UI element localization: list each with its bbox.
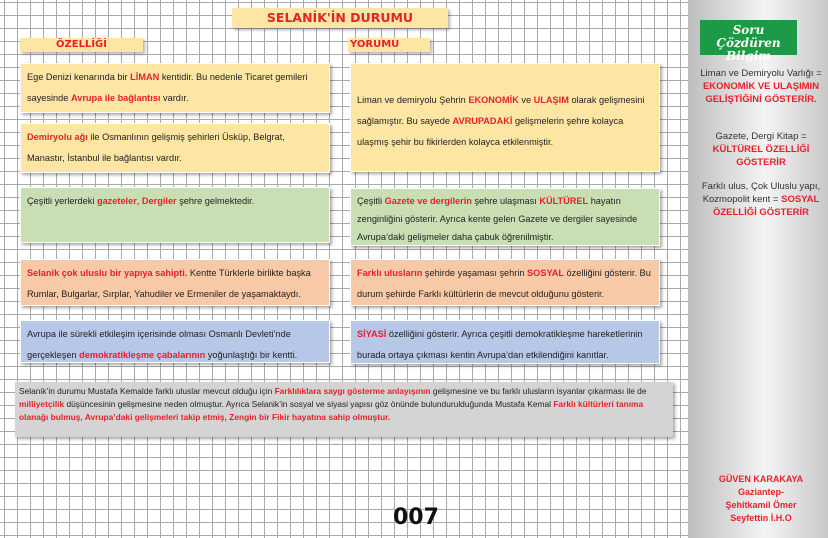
highlighted-text: Avrupa ile bağlantısı	[70, 93, 161, 103]
feature-box	[20, 63, 330, 113]
text-segment: olarak gelişmesini sağlamıştır. Bu sayede	[357, 95, 645, 126]
text-segment: gelişmesine ve bu farklı ulusların isyanlar çıkarması ile de	[430, 386, 647, 396]
sidebar-note	[696, 130, 826, 169]
highlighted-text: demokratikleşme çabalarının	[79, 350, 206, 360]
highlighted-text: gazeteler	[96, 196, 137, 206]
text-segment: Selanik’in durumu Mustafa Kemalde farklı uluslar mevcut olduğu için	[19, 386, 275, 396]
text-segment: ,	[136, 196, 142, 206]
highlighted-text: milliyetçilik	[19, 399, 65, 409]
text-segment: Çeşitli	[357, 196, 385, 206]
text-segment: özelliğini gösterir. Ayrıca çeşitli demokratikleşme hareketlerinin burada ortaya çıkması kentin Avrupa’dan etkilendiğini kanıtlar.	[357, 329, 643, 360]
highlighted-text: Gazete ve dergilerin	[384, 196, 472, 206]
column-header-features: ÖZELLİĞİ	[20, 38, 143, 52]
feature-box	[20, 187, 330, 243]
school-name: Gaziantep-Şehitkamil Ömer Seyfettin İ.H.O	[725, 487, 797, 523]
text-segment: şehre ulaşması	[471, 196, 540, 206]
feature-box	[20, 259, 330, 306]
highlighted-text: SOSYAL ÖZELLİĞİ GÖSTERİR	[712, 194, 820, 218]
text-segment: Çeşitli yerlerdeki	[27, 196, 97, 206]
text-segment: kentidir. Bu nedenle Ticaret gemileri sayesinde	[27, 72, 308, 103]
highlighted-text: Selanik çok uluslu bir yapıya sahipti.	[27, 268, 188, 278]
highlighted-text: Farklılıklara saygı gösterme anlayışının	[274, 386, 431, 396]
text-segment: Liman ve demiryolu Şehrin	[357, 95, 469, 105]
text-segment: düşüncesinin gelişmesine neden olmuştur. Ayrıca Selanik’in sosyal ve siyasi yapısı göz önünde bulundurulduğunda Mustafa Kemal	[64, 399, 554, 409]
highlighted-text: EKONOMİK VE ULAŞIMIN GELİŞTİĞİNİ GÖSTERİR.	[702, 81, 820, 105]
page-number: 007	[393, 505, 439, 530]
highlighted-text: SİYASİ	[357, 329, 387, 339]
logo-text: Soru Çözdüren Bilgim	[716, 23, 781, 63]
summary-box	[15, 382, 673, 437]
highlighted-text: KÜLTÜREL	[539, 196, 589, 206]
feature-box	[20, 123, 330, 173]
text-segment: Avrupa ile sürekli etkileşim içerisinde olması Osmanlı Devleti’nde gerçekleşen	[27, 329, 291, 360]
text-segment: özelliğini gösterir. Bu durum şehirde Farklı kültürlerin de mevcut olduğunu gösterir.	[357, 268, 651, 299]
brand-logo	[700, 20, 797, 63]
highlighted-text: KÜLTÜREL ÖZELLİĞİ GÖSTERİR	[712, 144, 810, 168]
page-title: SELANİK'İN DURUMU	[232, 8, 448, 28]
highlighted-text: SOSYAL	[527, 268, 564, 278]
text-segment: vardır.	[160, 93, 189, 103]
highlighted-text: Farklı ulusların	[357, 268, 423, 278]
text-segment: yoğunlaştığı bir kentti.	[205, 350, 298, 360]
highlighted-text: LİMAN	[130, 72, 160, 82]
comment-box	[350, 63, 660, 172]
highlighted-text: Demiryolu ağı	[27, 132, 88, 142]
text-segment: hayatın zenginliğini gösterir. Ayrıca kente gelen Gazete ve dergiler sayesinde Avrupa’daki gelişmeler daha çabuk öğrenilmiştir.	[357, 196, 638, 242]
text-segment: Ege Denizi kenarında bir	[27, 72, 131, 82]
text-segment: Kentte Türklerle birlikte başka Rumlar, Bulgarlar, Sırplar, Yahudiler ve Ermeniler de yaşamaktaydı.	[27, 268, 311, 299]
text-segment: şehre gelmektedir.	[176, 196, 255, 206]
text-segment: şehirde yaşaması şehrin	[422, 268, 528, 278]
text-segment: Farklı ulus, Çok Uluslu yapı, Kozmopolit kent =	[701, 181, 821, 205]
text-segment: ve	[518, 95, 534, 105]
comment-box	[350, 259, 660, 306]
text-segment: Liman ve Demiryolu Varlığı =	[700, 68, 822, 79]
highlighted-text: Dergiler	[141, 196, 177, 206]
feature-box	[20, 320, 330, 363]
highlighted-text: EKONOMİK	[468, 95, 519, 105]
text-segment: Gazete, Dergi Kitap =	[715, 131, 807, 142]
author-name: GÜVEN KARAKAYA	[718, 474, 804, 484]
highlighted-text: AVRUPADAKİ	[452, 116, 513, 126]
text-segment: ile Osmanlının gelişmiş şehirleri Üsküp, Belgrat, Manastır, İstanbul ile bağlantısı vardır.	[27, 132, 285, 163]
sidebar	[688, 0, 828, 538]
sidebar-note	[696, 67, 826, 106]
text-segment: gelişmelerin şehre kolayca ulaşmış şehir bu fikirlerden kolayca etkilenmiştir.	[357, 116, 624, 147]
column-header-comments: YORUMU	[348, 38, 430, 52]
highlighted-text: Farklı kültürleri tanıma olanağı bulmuş, Avrupa’daki gelişmeleri takip etmiş, Zengin bir Fikir hayatına sahip olmuştur.	[19, 399, 644, 422]
comment-box	[350, 188, 660, 246]
highlighted-text: ULAŞIM	[533, 95, 569, 105]
comment-box	[350, 320, 660, 364]
sidebar-note	[696, 180, 826, 219]
